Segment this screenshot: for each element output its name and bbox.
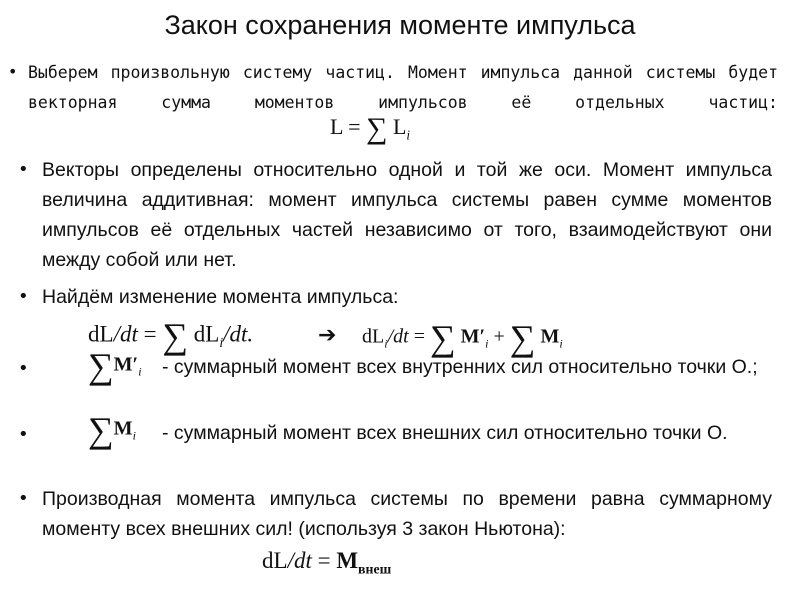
formula-result [362,320,563,356]
formula-Mprime: M′ [460,325,486,348]
formula-eq: = [348,114,361,140]
formula-dL: dL [362,325,385,348]
formula-eq: = [413,325,425,348]
bullet-dot: • [18,159,29,180]
formula-L-sum [330,114,410,144]
sum-symbol: ∑ [429,318,456,358]
formula-eq: = [317,548,331,573]
sum-symbol: ∑ [509,318,536,358]
bullet-dot: • [18,358,29,379]
formula-dt: /dt [287,548,312,573]
formula-sub-ext: внеш [358,561,392,577]
bullet-dot: • [18,488,29,509]
bullet-1-text: Выберем произвольную систему частиц. Момент импульса данной системы будет векторная сумма моментов импульсов её отдельных частиц: [28,63,778,112]
sum-symbol: ∑ [88,346,114,386]
bullet-6-text: Производная момента импульса системы по времени равна суммарному моменту всех внешних сил! (используя 3 закон Ньютона): [42,488,772,540]
sum-symbol: ∑ [88,410,114,450]
bullet-dot: • [18,286,29,307]
bullet-dot: • [18,424,29,445]
formula-dt: /dt [387,325,409,348]
bullet-4-text: - суммарный момент всех внутренних сил относительно точки О.; [162,356,758,378]
formula-plus: + [493,325,505,348]
arrow-icon: ➔ [318,322,337,347]
formula-sub-i: i [485,336,489,351]
sum-symbol: ∑ [366,112,388,145]
formula-dt-dot: /dt. [223,321,254,347]
formula-dLi: dL [193,321,220,347]
formula-L: L [330,114,343,140]
formula-sub-i: i [559,336,563,351]
formula-M: M [540,325,560,348]
formula-dL: dL [88,321,114,347]
bullet-3-text: Найдём изменение момента импульса: [42,286,399,308]
formula-sub-i: i [138,364,142,379]
formula-sub-i: i [132,428,136,443]
bullet-5-text: - суммарный момент всех внешних сил относительно точки О. [162,422,728,444]
page-title: Закон сохранения моменте импульса [164,10,636,40]
formula-sub-i: i [384,336,388,351]
formula-eq: = [143,321,157,347]
bullet-2-text: Векторы определены относительно одной и той же оси. Момент импульса величина аддитивная: момент импульса системы равен сумме моментов импульсов её отдельных частей независимо от того, взаимодействуют они между собой или нет. [42,159,772,271]
formula-M: M [113,417,133,440]
formula-sub-i: i [406,127,411,143]
formula-dL: dL [262,548,288,573]
bullet-dot: • [8,62,18,81]
formula-sub-i: i [219,334,224,350]
formula-M-ext: M [336,548,359,573]
formula-Li: L [392,114,407,140]
formula-dt: /dt [113,321,138,347]
formula-dL-dt-Mext [262,548,391,578]
formula-Mprime: M′ [113,353,139,376]
sum-symbol: ∑ [162,316,188,356]
